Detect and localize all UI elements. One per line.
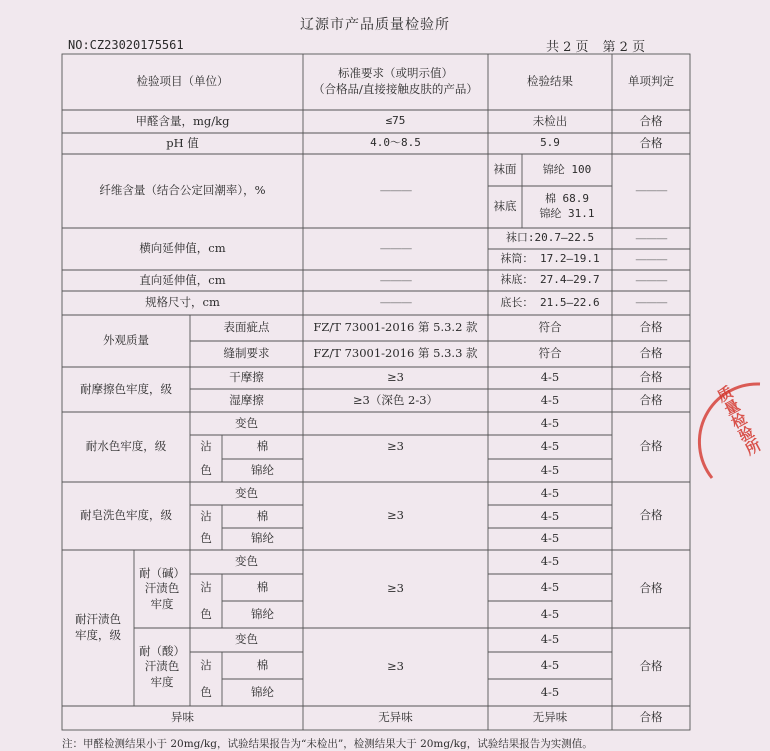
sweat-acid-stain-a: 沾 [200, 657, 212, 672]
sweat-acid-nylon: 锦纶 [251, 684, 274, 699]
sweat-item-line1: 耐汗渍色 [75, 612, 121, 627]
sweat-acid-line3: 牢度 [150, 674, 174, 689]
appearance-ver-sewing: 合格 [639, 346, 663, 361]
soap-change: 变色 [235, 485, 258, 500]
header-verdict: 单项判定 [628, 74, 674, 89]
soap-cotton: 棉 [256, 508, 269, 523]
header-requirement-line1: 标准要求（或明示值） [338, 66, 453, 81]
ph-result: 5.9 [540, 136, 560, 150]
appearance-req-defects: FZ/T 73001-2016 第 5.3.2 款 [313, 320, 478, 335]
stretch-h-req: ——— [379, 241, 412, 256]
sweat-alkaline-label [134, 550, 190, 628]
appearance-res-sewing: 符合 [538, 346, 562, 361]
fiber-item: 纤维含量（结合公定回潮率），% [99, 183, 266, 198]
rubbing-res-wet: 4-5 [540, 392, 560, 407]
stamp-text: 质量检验所 [712, 383, 764, 458]
sweat-acid-line1: 耐（酸） [139, 643, 185, 658]
appearance-item: 外观质量 [103, 333, 149, 348]
appearance-res-defects: 符合 [538, 320, 562, 335]
formaldehyde-result: 未检出 [532, 113, 568, 128]
sweat-alk-line3: 牢度 [150, 596, 174, 611]
stretch-h-result-leg: 袜筒： 17.2–19.1 [500, 252, 600, 266]
sweat-alk-res-3: 4-5 [540, 606, 560, 621]
sweat-acid-change: 变色 [235, 632, 258, 647]
appearance-sub-defects: 表面疵点 [223, 320, 270, 335]
soap-item: 耐皂洗色牢度，级 [80, 508, 172, 523]
soap-res-2: 4-5 [540, 508, 560, 523]
footer-note: 注：甲醛检测结果小于 20mg/kg，试验结果报告为“未检出”，检测结果大于 20mg/kg，试验结果报告为实测值。 [62, 738, 593, 750]
soap-res-3: 4-5 [540, 531, 560, 546]
ph-verdict: 合格 [639, 135, 663, 150]
fiber-bottom-value-1: 棉 68.9 [544, 192, 590, 206]
ph-item: pH 值 [166, 135, 199, 150]
rubbing-sub-dry: 干摩擦 [229, 370, 264, 385]
appearance-ver-defects: 合格 [639, 320, 663, 335]
rubbing-ver-dry: 合格 [639, 370, 663, 385]
sweat-acid-stain-b: 色 [200, 684, 212, 699]
fiber-bottom-label: 袜底 [493, 199, 517, 214]
sweat-alk-res-1: 4-5 [540, 554, 560, 569]
water-res-2: 4-5 [540, 439, 560, 454]
stretch-h-verdict-2: ——— [635, 251, 667, 266]
stretch-v-req: ——— [379, 272, 412, 287]
formaldehyde-item: 甲醛含量，mg/kg [135, 113, 230, 128]
report-title: 辽源市产品质量检验所 [300, 17, 450, 33]
header-requirement-line2: （合格品/直接接触皮肤的产品） [313, 82, 478, 96]
document-number: NO:CZ23020175561 [68, 38, 184, 52]
water-verdict: 合格 [639, 439, 663, 454]
formaldehyde-verdict: 合格 [639, 113, 663, 128]
header-result: 检验结果 [527, 74, 573, 89]
odor-result: 无异味 [532, 710, 568, 725]
water-cotton: 棉 [256, 439, 269, 454]
sweat-acid-res-3: 4-5 [540, 684, 560, 699]
fiber-req: ——— [379, 183, 412, 198]
size-req: ——— [379, 295, 412, 310]
soap-stain-a: 沾 [200, 508, 212, 523]
rubbing-res-dry: 4-5 [540, 370, 560, 385]
sweat-acid-line2: 汗渍色 [144, 659, 180, 674]
rubbing-req-dry: ≥3 [387, 370, 404, 385]
water-res-3: 4-5 [540, 462, 560, 477]
sweat-alk-cotton: 棉 [256, 579, 269, 594]
stretch-h-verdict-1: ——— [635, 230, 667, 245]
sweat-alk-nylon: 锦纶 [251, 606, 274, 621]
sweat-acid-res-1: 4-5 [540, 632, 560, 647]
sweat-alk-line2: 汗渍色 [144, 581, 180, 596]
odor-verdict: 合格 [639, 710, 663, 725]
stretch-v-item: 直向延伸值，cm [139, 272, 226, 287]
current-page: 第 2 页 [602, 40, 646, 55]
sweat-alk-line1: 耐（碱） [139, 565, 185, 580]
fiber-verdict: ——— [635, 183, 667, 198]
water-stain-a: 沾 [200, 439, 212, 454]
formaldehyde-req: ≤75 [385, 114, 406, 128]
sweat-alk-verdict: 合格 [639, 581, 663, 596]
sweat-acid-verdict: 合格 [639, 659, 663, 674]
water-item: 耐水色牢度，级 [85, 439, 167, 454]
stretch-v-verdict: ——— [635, 272, 667, 287]
ph-req: 4.0～8.5 [370, 136, 421, 150]
appearance-req-sewing: FZ/T 73001-2016 第 5.3.3 款 [313, 346, 478, 361]
water-res-1: 4-5 [540, 415, 560, 430]
rubbing-sub-wet: 湿摩擦 [229, 392, 264, 407]
size-item: 规格尺寸，cm [145, 295, 220, 310]
water-change: 变色 [235, 415, 258, 430]
size-verdict: ——— [635, 295, 667, 310]
water-nylon: 锦纶 [251, 462, 274, 477]
fiber-bottom-value-2: 锦纶 31.1 [539, 207, 595, 220]
header-requirement [303, 54, 488, 110]
fiber-face-value: 锦纶 100 [542, 162, 592, 176]
rubbing-req-wet: ≥3（深色 2-3） [352, 392, 439, 407]
total-pages: 共 2 页 [546, 40, 589, 55]
water-stain-b: 色 [200, 462, 212, 477]
stretch-h-result-cuff: 袜口:20.7–22.5 [505, 231, 595, 245]
stretch-h-result-sole: 袜底： 27.4–29.7 [500, 273, 600, 287]
sweat-alk-stain-a: 沾 [200, 579, 212, 594]
sweat-item-line2: 牢度，级 [75, 628, 121, 642]
odor-req: 无异味 [378, 710, 413, 725]
sweat-alk-res-2: 4-5 [540, 579, 560, 594]
fiber-bottom-values [522, 186, 612, 228]
soap-verdict: 合格 [639, 508, 663, 523]
sweat-acid-res-2: 4-5 [540, 657, 560, 672]
soap-res-1: 4-5 [540, 485, 560, 500]
rubbing-item: 耐摩擦色牢度，级 [80, 381, 172, 396]
header-item: 检验项目（单位） [136, 74, 229, 89]
sweat-alk-change: 变色 [235, 554, 258, 569]
fiber-face-label: 袜面 [493, 162, 517, 177]
sweat-acid-label [134, 628, 190, 706]
appearance-sub-sewing: 缝制要求 [223, 346, 270, 361]
stretch-h-item: 横向延伸值，cm [139, 241, 226, 256]
water-req: ≥3 [387, 439, 404, 454]
sweat-acid-req: ≥3 [387, 659, 404, 674]
soap-nylon: 锦纶 [251, 531, 274, 546]
soap-stain-b: 色 [200, 531, 212, 546]
sweat-alk-req: ≥3 [387, 581, 404, 596]
size-result: 底长： 21.5–22.6 [500, 295, 600, 309]
sweat-item [62, 550, 134, 706]
odor-item: 异味 [171, 710, 194, 725]
sweat-acid-cotton: 棉 [256, 657, 269, 672]
soap-req: ≥3 [387, 508, 404, 523]
rubbing-ver-wet: 合格 [639, 392, 663, 407]
sweat-alk-stain-b: 色 [200, 606, 212, 621]
